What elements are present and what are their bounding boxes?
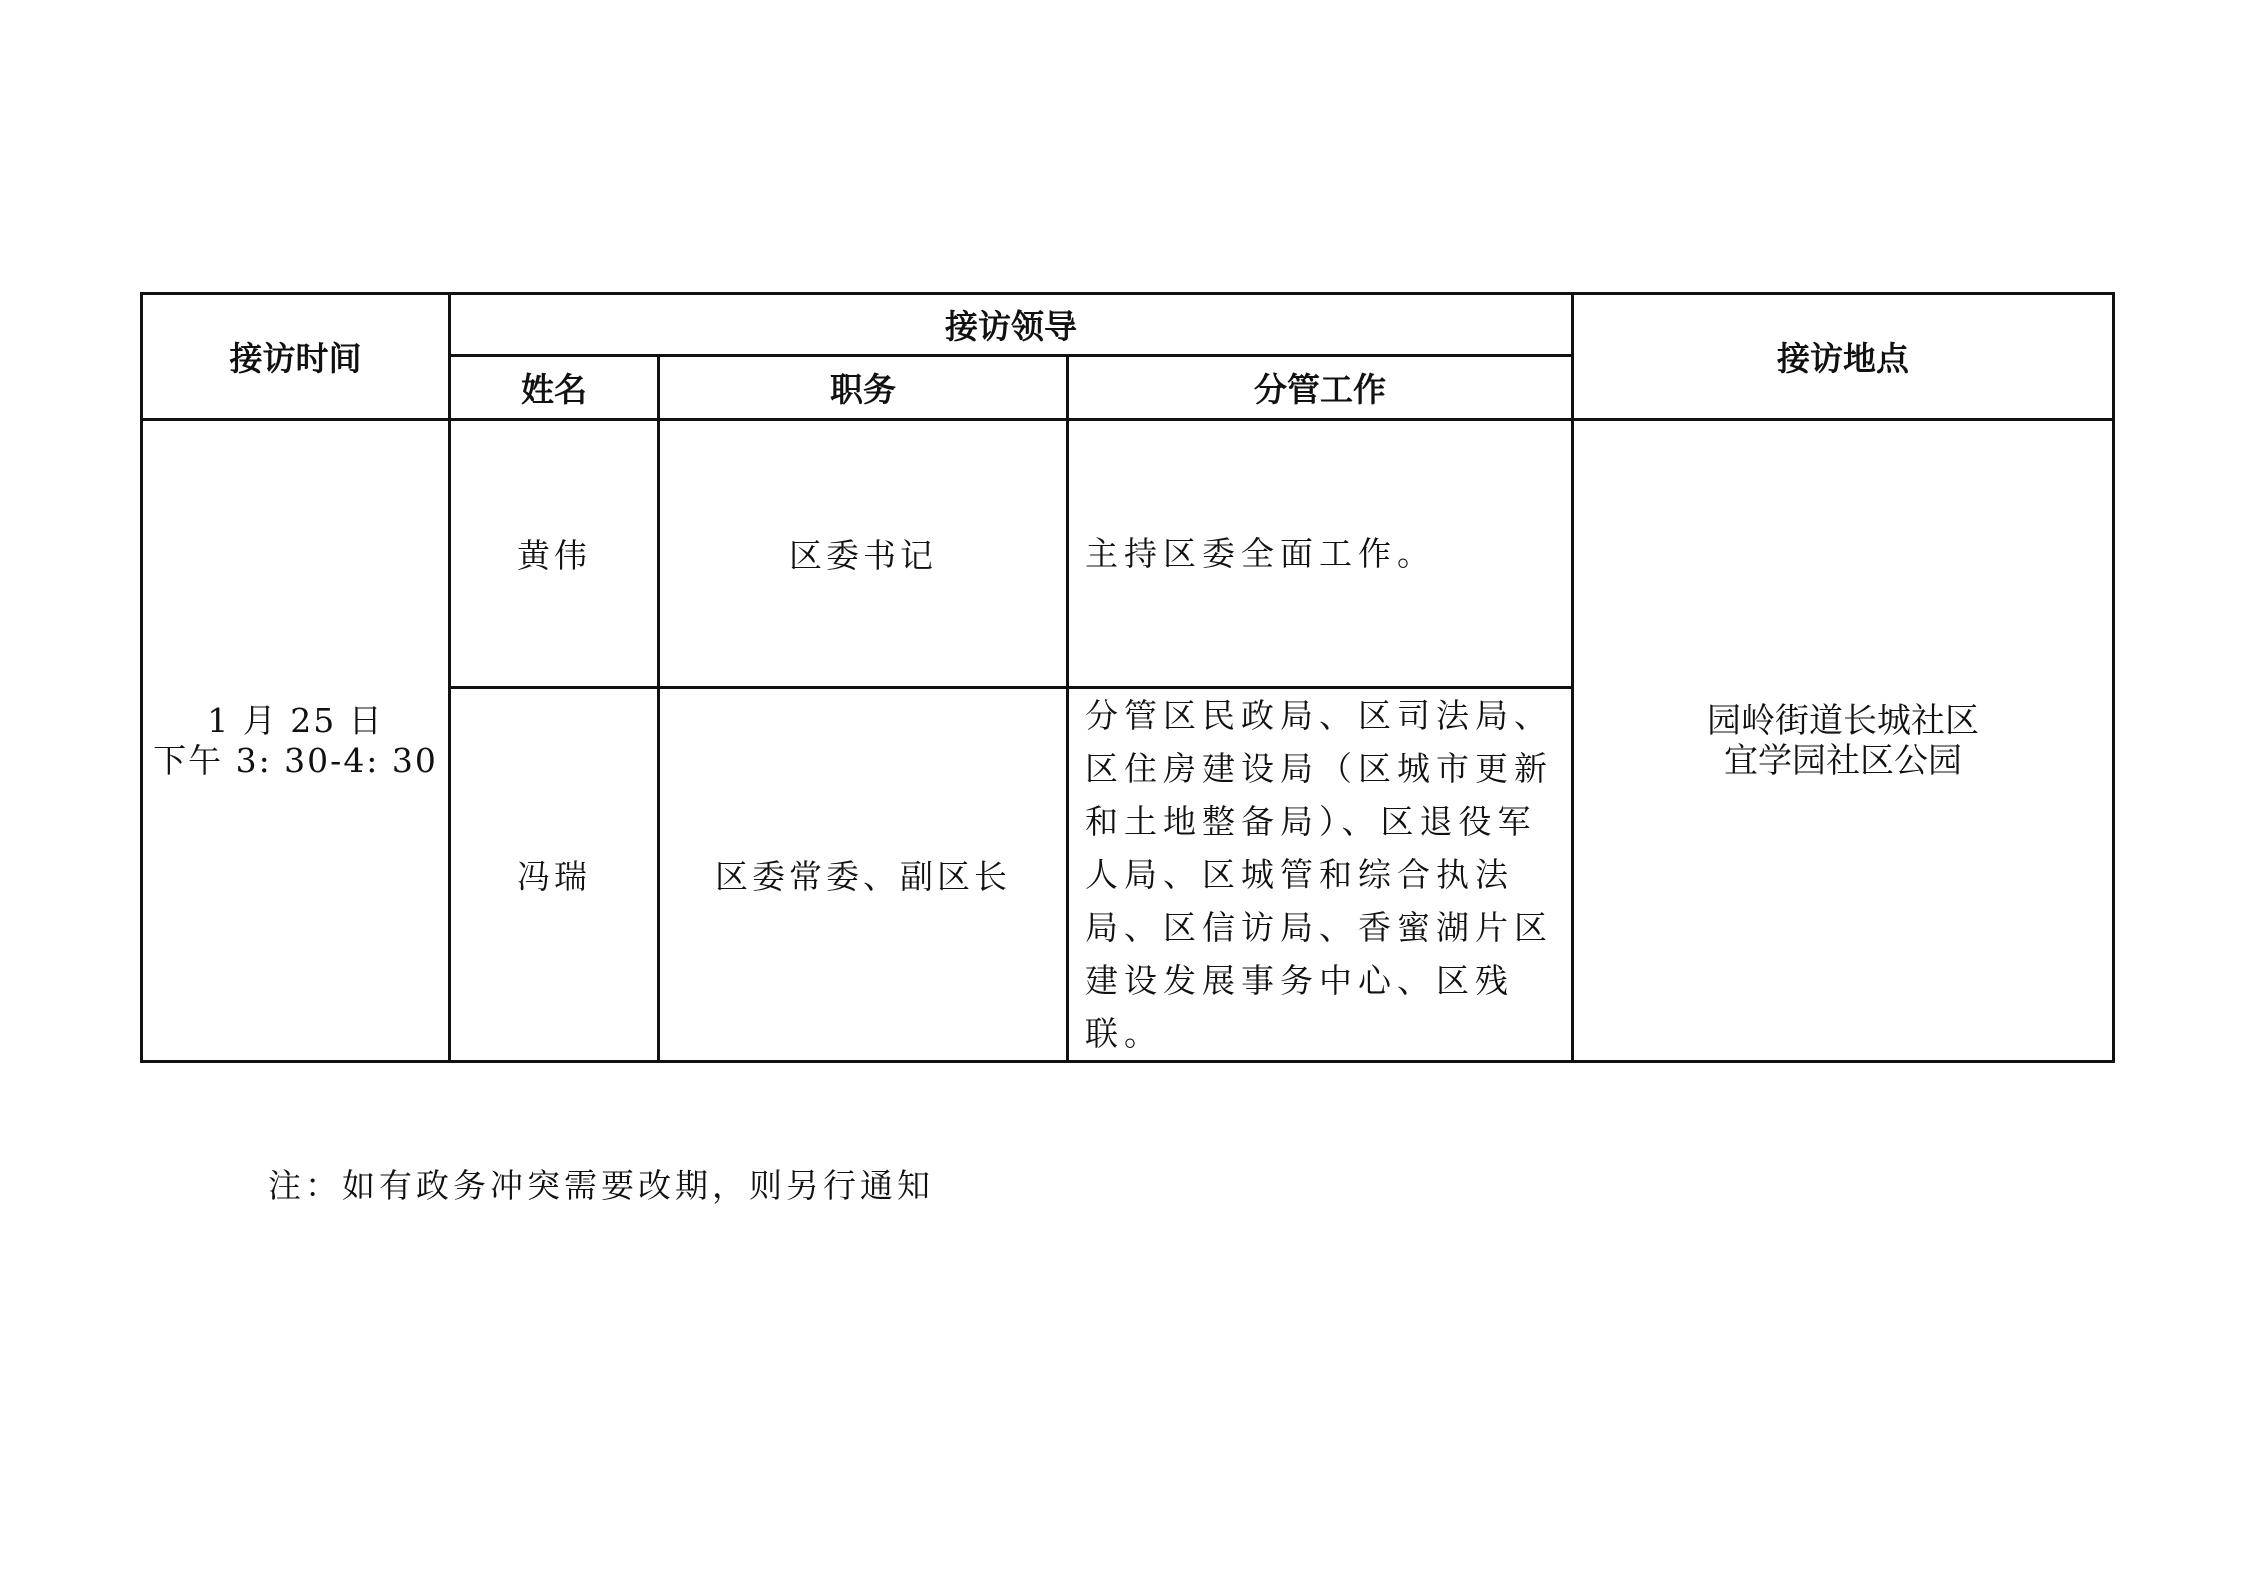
leader-duties: 主持区委全面工作。	[1068, 420, 1573, 688]
header-reception-time: 接访时间	[142, 294, 450, 420]
leader-position: 区委书记	[789, 536, 937, 575]
leader-name-cell	[450, 688, 659, 1062]
reception-time: 1 月 25 日 下午 3: 30-4: 30	[153, 700, 438, 780]
leader-duties: 分管区民政局、区司法局、区住房建设局（区城市更新和土地整备局）、区退役军人局、区城管和综合执法局、区信访局、香蜜湖片区建设发展事务中心、区残联。	[1068, 688, 1573, 1062]
header-name: 姓名	[450, 356, 659, 420]
reception-location: 园岭街道长城社区 宜学园社区公园	[1707, 700, 1979, 781]
leader-position: 区委常委、副区长	[715, 857, 1011, 896]
header-row-1	[142, 294, 2114, 356]
reception-time-cell	[142, 420, 450, 1062]
table-row	[142, 420, 2114, 688]
leader-name-cell	[450, 420, 659, 688]
reception-schedule-table	[140, 292, 2115, 1063]
leader-name: 黄伟	[517, 536, 591, 575]
header-reception-location: 接访地点	[1573, 294, 2114, 420]
header-reception-leaders: 接访领导	[450, 294, 1573, 356]
footnote: 注：如有政务冲突需要改期，则另行通知	[268, 1166, 934, 1205]
reception-location-cell	[1573, 420, 2114, 1062]
header-duties: 分管工作	[1068, 356, 1573, 420]
leader-name: 冯瑞	[517, 857, 591, 896]
leader-position-cell	[659, 420, 1068, 688]
header-position: 职务	[659, 356, 1068, 420]
leader-position-cell	[659, 688, 1068, 1062]
